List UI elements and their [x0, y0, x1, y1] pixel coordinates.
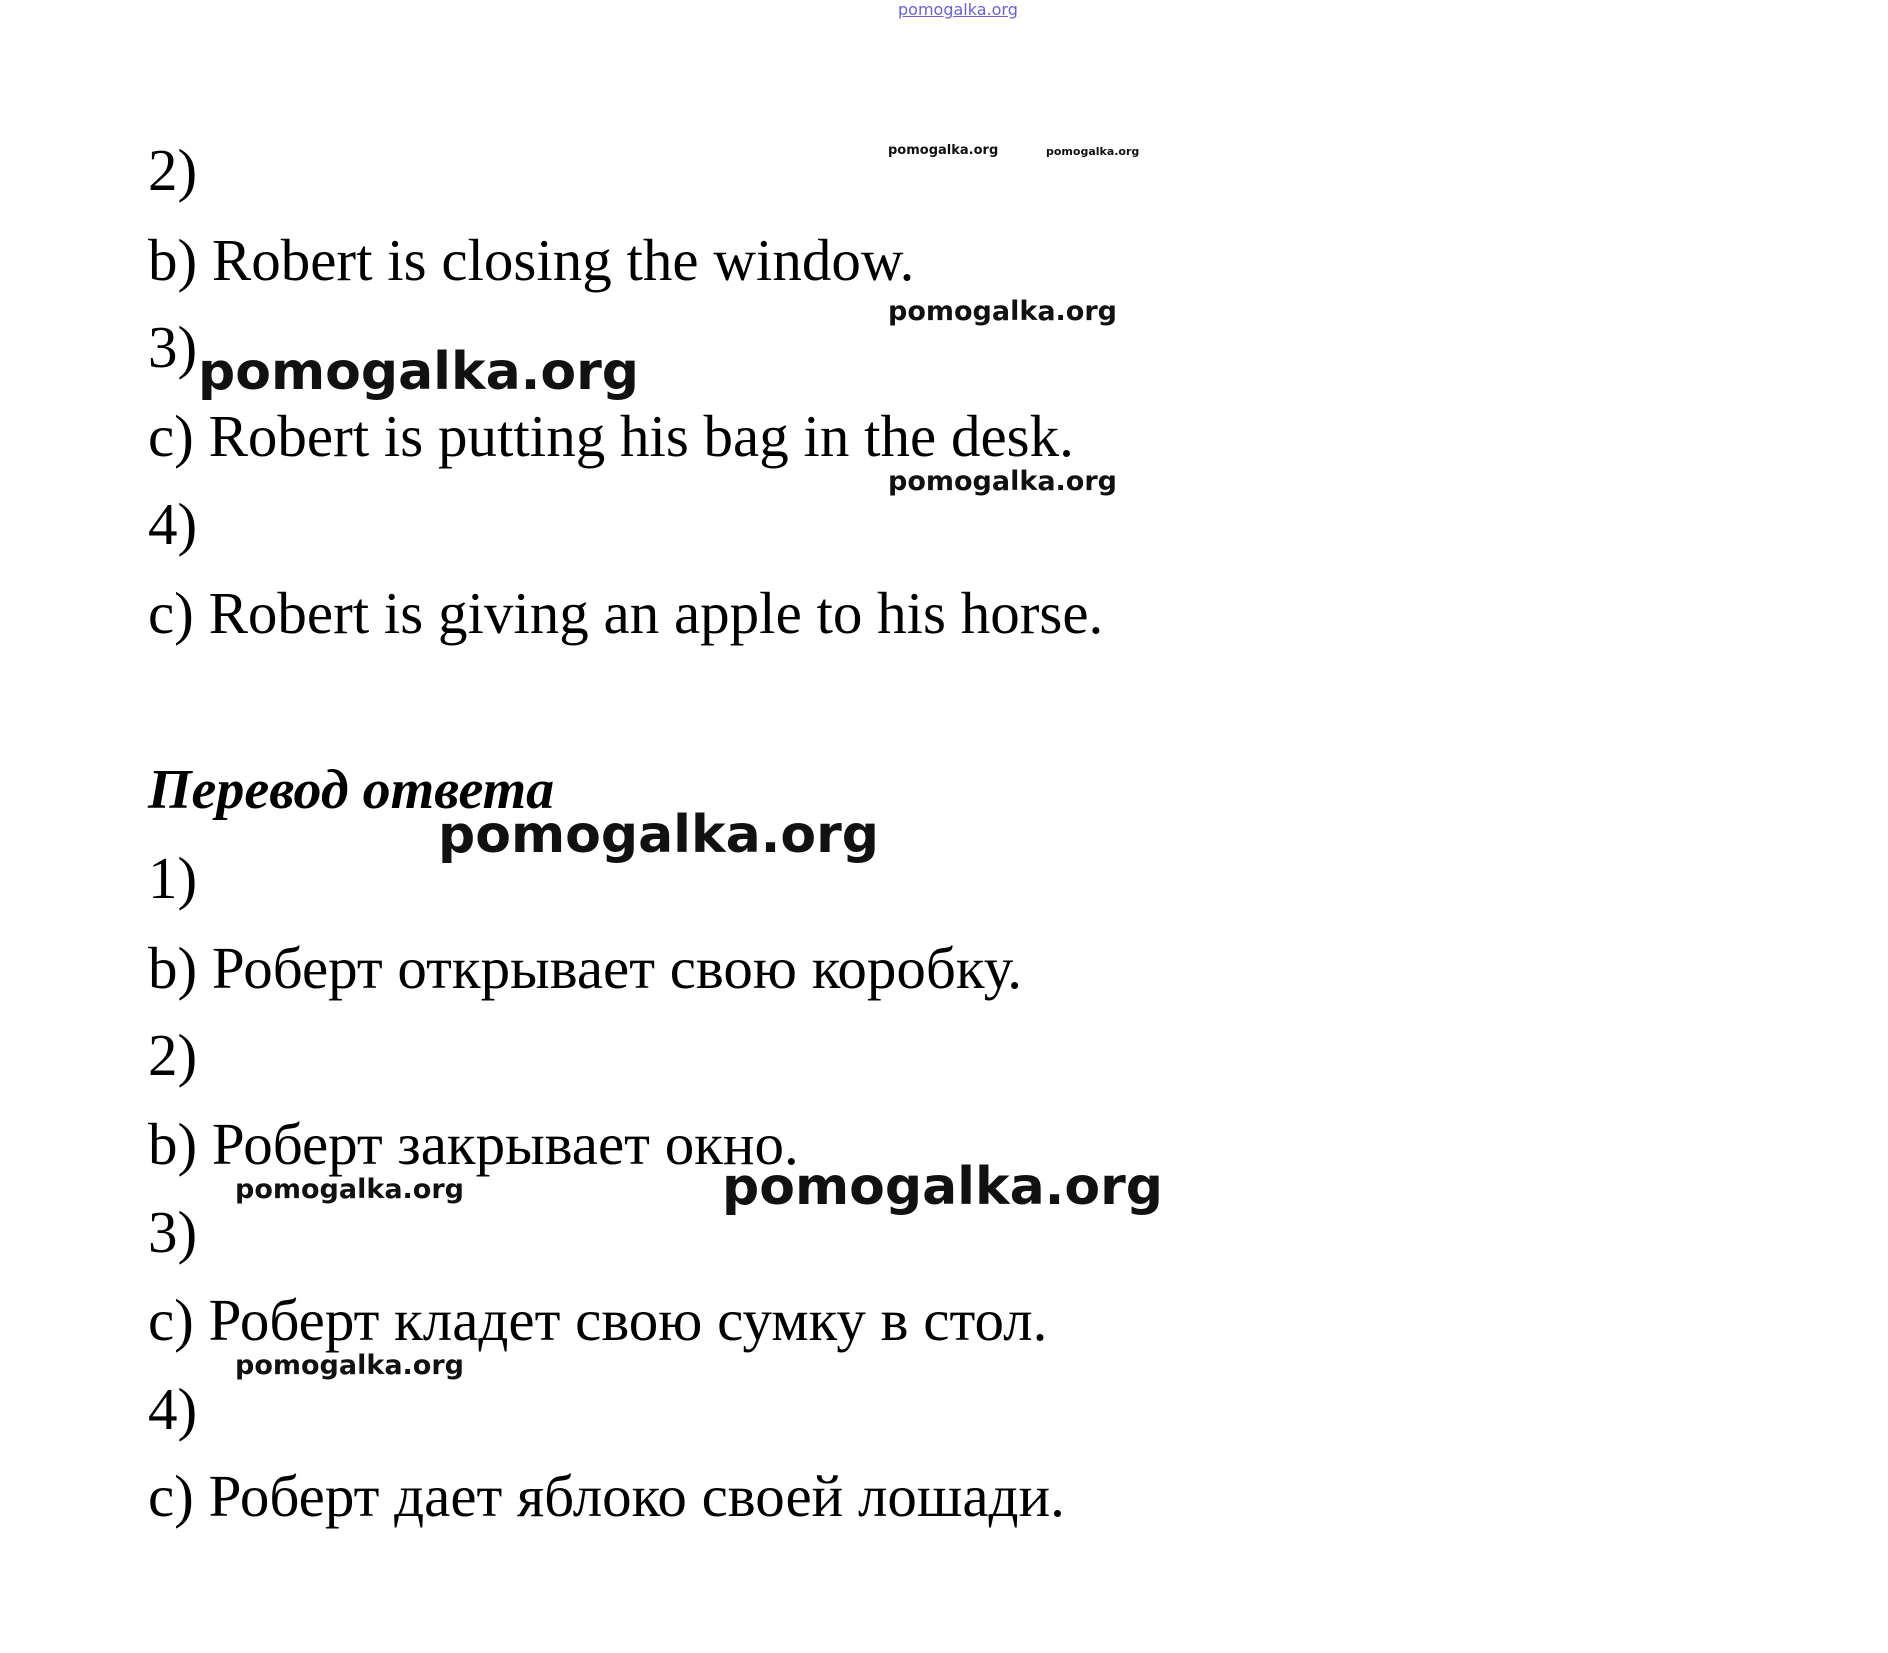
answer-item-2-number: 2): [148, 137, 198, 203]
translation-heading: Перевод ответа: [148, 759, 555, 821]
translation-item-3-text: c) Роберт кладет свою сумку в стол.: [148, 1287, 1048, 1353]
watermark-medium: pomogalka.org: [235, 1174, 464, 1205]
translation-item-1-text: b) Роберт открывает свою коробку.: [148, 935, 1023, 1001]
watermark-large: pomogalka.org: [198, 342, 640, 402]
translation-item-3-number: 3): [148, 1199, 198, 1265]
answer-item-2-text: b) Robert is closing the window.: [148, 227, 915, 293]
watermark-large: pomogalka.org: [722, 1157, 1164, 1217]
watermark-top-link[interactable]: pomogalka.org: [898, 0, 1018, 19]
watermark-tiny: pomogalka.org: [1046, 145, 1140, 158]
watermark-medium: pomogalka.org: [888, 296, 1117, 327]
translation-item-1-number: 1): [148, 845, 198, 911]
watermark-medium: pomogalka.org: [888, 466, 1117, 497]
answer-item-3-text: c) Robert is putting his bag in the desk.: [148, 403, 1074, 469]
answer-item-4-text: c) Robert is giving an apple to his horse.: [148, 580, 1104, 646]
translation-item-4-text: c) Роберт дает яблоко своей лошади.: [148, 1463, 1065, 1529]
watermark-medium: pomogalka.org: [235, 1350, 464, 1381]
watermark-small: pomogalka.org: [888, 143, 999, 158]
answer-item-3-number: 3): [148, 314, 198, 380]
watermark-large: pomogalka.org: [438, 805, 880, 865]
translation-item-2-number: 2): [148, 1022, 198, 1088]
translation-item-2-text: b) Роберт закрывает окно.: [148, 1111, 799, 1177]
translation-item-4-number: 4): [148, 1376, 198, 1442]
answer-item-4-number: 4): [148, 491, 198, 557]
